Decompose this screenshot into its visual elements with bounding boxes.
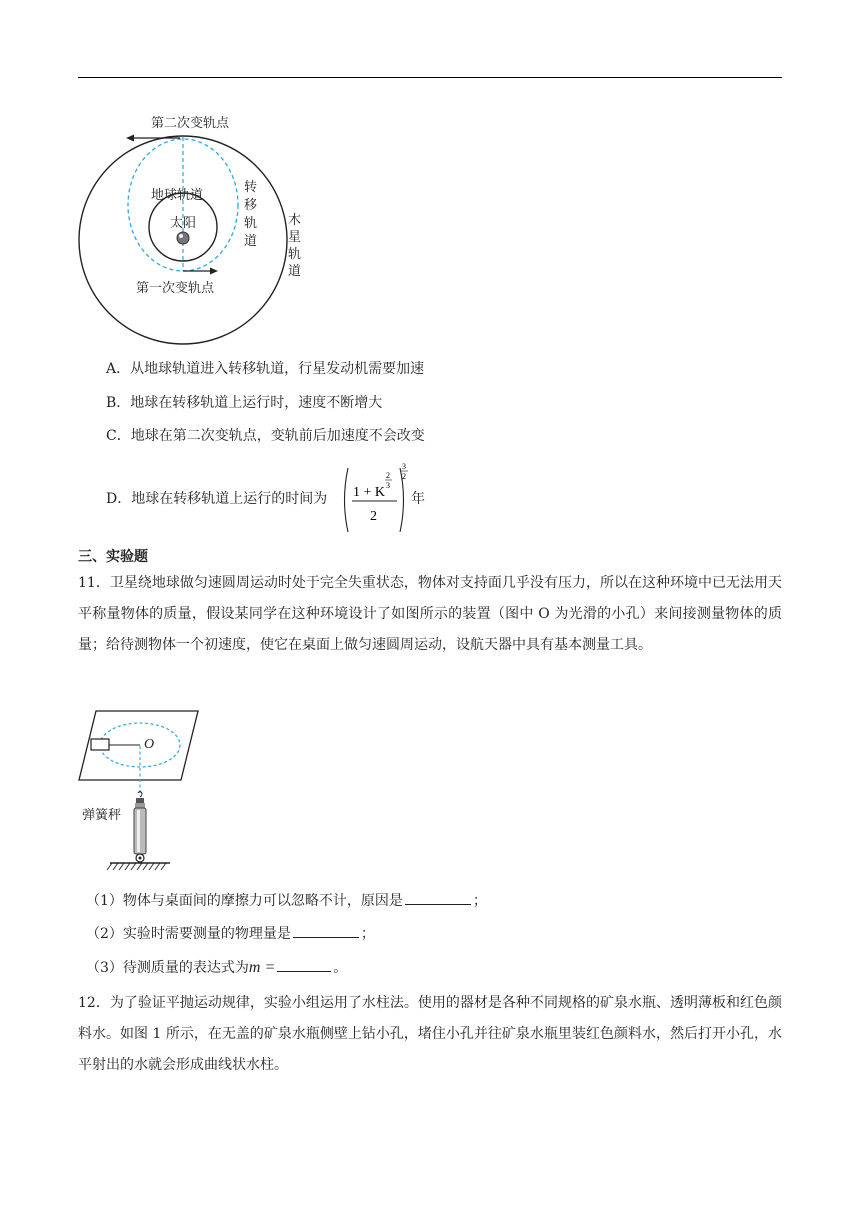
formula-denominator: 2 [370,509,377,524]
option-d-formula [340,460,420,540]
q11-sub1: （1）物体与桌面间的摩擦力可以忽略不计，原因是 ； [86,890,487,911]
header-rule [78,77,782,78]
label-jupiter-4: 道 [288,264,302,279]
outer-exp-num: 3 [402,462,406,471]
option-a: A．从地球轨道进入转移轨道，行星发动机需要加速 [106,361,425,377]
label-transfer-4: 道 [244,234,258,249]
option-d-prefix: D．地球在转移轨道上运行的时间为 [106,491,328,507]
q11-text: 11．卫星绕地球做匀速圆周运动时处于完全失重状态，物体对支持面几乎没有压力，所以在这种环境中已无法用天平称量物体的质量，假设某同学在这种环境设计了如图所示的装置（图中 O 为光滑的小孔）来间接测量物体的质量；给待测物体一个初速度，使它在桌面上做匀速圆周运动，设航天器中具有基本测量工具。 [78,575,782,653]
option-b: B．地球在转移轨道上运行时，速度不断增大 [106,395,383,411]
option-c: C．地球在第二次变轨点，变轨前后加速度不会改变 [106,428,425,444]
label-second-change: 第二次变轨点 [151,116,230,131]
blank-2[interactable] [293,923,359,938]
k-exp-den: 3 [386,481,390,490]
label-earth-orbit: 地球轨道 [151,188,204,203]
label-transfer-3: 轨 [244,216,258,231]
label-sun: 太阳 [170,216,197,231]
label-jupiter-2: 星 [288,230,302,245]
label-jupiter-3: 轨 [288,247,302,262]
label-transfer-2: 移 [244,198,258,213]
q11-sub3: （3）待测质量的表达式为m = 。 [86,959,348,976]
label-jupiter-1: 木 [288,213,302,228]
test-object [91,739,109,750]
blank-1[interactable] [405,890,471,905]
label-first-change: 第一次变轨点 [136,281,215,296]
spring-scale-apparatus [78,708,208,873]
section-title: 三、实验题 [78,549,148,565]
k-exp-num: 2 [386,471,390,480]
q12-text: 12．为了验证平抛运动规律，实验小组运用了水柱法。使用的器材是各种不同规格的矿泉水瓶、透明薄板和红色颜料水。如图 1 所示，在无盖的矿泉水瓶侧壁上钻小孔，堵住小孔并往矿泉水瓶里装红色颜料水，然后打开小孔，水平射出的水就会形成曲线状水柱。 [78,995,782,1073]
label-o: O [144,737,155,752]
q11-sub2: （2）实验时需要测量的物理量是 ； [86,923,375,944]
formula-numerator: 1 + K [353,485,386,500]
outer-exp-den: 2 [402,472,406,481]
option-d-suffix: 年 [411,491,425,507]
blank-3[interactable] [277,957,331,972]
label-transfer-1: 转 [244,180,258,195]
label-spring-scale: 弹簧秤 [82,808,122,823]
